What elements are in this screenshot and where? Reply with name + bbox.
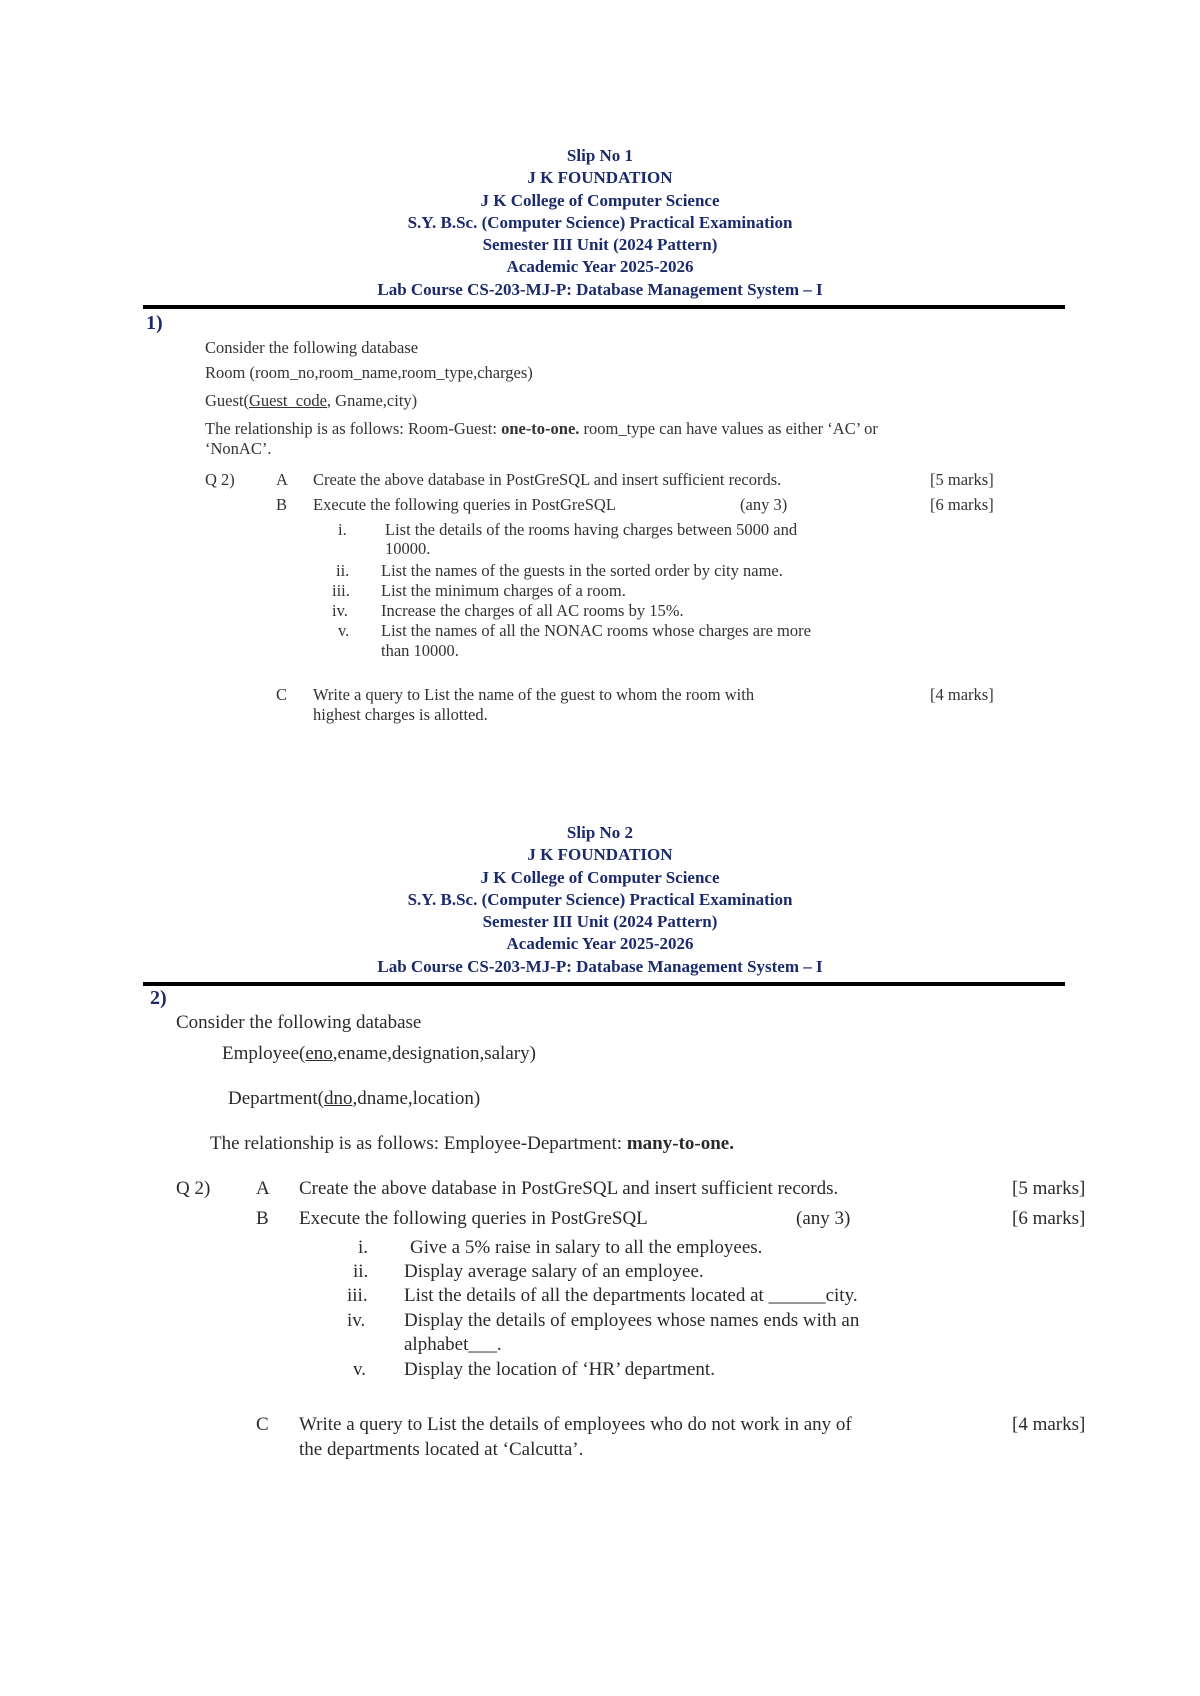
table-room-text: Room (room_no,room_name,room_type,charges) <box>205 363 533 382</box>
part-b-letter: B <box>256 1208 269 1229</box>
query-number: iii. <box>332 581 350 600</box>
table-department-prefix: Department( <box>228 1088 325 1109</box>
slip-number: Slip No 2 <box>566 823 634 842</box>
semester: Semester III Unit (2024 Pattern) <box>482 912 718 932</box>
part-c-letter: C <box>276 685 288 704</box>
part-a-marks: [5 marks] <box>930 470 994 489</box>
query-number: iii. <box>347 1285 368 1306</box>
part-a-letter: A <box>276 470 288 489</box>
part-a-text: Create the above database in PostGreSQL and insert sufficient records. <box>313 470 782 489</box>
query-text: Give a 5% raise in salary to all the employees. <box>410 1237 763 1258</box>
table-guest-key: Guest_code <box>249 391 327 410</box>
relationship-type: many-to-one. <box>626 1133 734 1154</box>
relationship-prefix: The relationship is as follows: Employee-Department: <box>210 1133 627 1154</box>
part-b-note: (any 3) <box>796 1208 851 1229</box>
query-number: i. <box>338 520 347 539</box>
course-title: Lab Course CS-203-MJ-P: Database Management System – I <box>377 956 823 976</box>
part-a-letter: A <box>256 1178 270 1199</box>
part-b-letter: B <box>276 495 288 514</box>
college-name: J K College of Computer Science <box>480 867 720 887</box>
q-label: Q 2) <box>176 1178 211 1199</box>
query-text: List the names of all the NONAC rooms whose charges are more <box>381 621 811 640</box>
relationship-text-line2: ‘NonAC’. <box>205 439 272 458</box>
question-number: 1) <box>146 312 163 334</box>
query-text-cont: alphabet___. <box>404 1334 502 1355</box>
table-guest <box>205 391 417 411</box>
part-c-letter: C <box>256 1414 269 1435</box>
table-guest-suffix: , Gname,city) <box>326 391 418 410</box>
table-employee-key: eno <box>305 1043 333 1064</box>
table-room <box>205 363 533 383</box>
query-text: Display the details of employees whose names ends with an <box>404 1310 860 1331</box>
part-a-marks: [5 marks] <box>1012 1178 1086 1199</box>
table-employee-prefix: Employee( <box>222 1043 306 1064</box>
part-c-text-cont: highest charges is allotted. <box>313 705 488 724</box>
query-text: List the details of the rooms having charges between 5000 and <box>385 520 798 539</box>
part-b-marks: [6 marks] <box>930 495 994 514</box>
query-number: v. <box>338 621 350 640</box>
query-text: Increase the charges of all AC rooms by 15%. <box>381 601 684 620</box>
query-number: ii. <box>353 1261 369 1282</box>
course-title: Lab Course CS-203-MJ-P: Database Management System – I <box>377 279 823 299</box>
query-text-cont: than 10000. <box>381 641 459 660</box>
relationship-text <box>205 419 878 439</box>
semester: Semester III Unit (2024 Pattern) <box>482 235 718 255</box>
part-a-text: Create the above database in PostGreSQL and insert sufficient records. <box>299 1178 839 1199</box>
part-c-text: Write a query to List the name of the guest to whom the room with <box>313 685 755 704</box>
foundation-name: J K FOUNDATION <box>527 168 673 188</box>
part-b-marks: [6 marks] <box>1012 1208 1086 1229</box>
query-number: iv. <box>347 1310 366 1331</box>
table-employee <box>222 1043 536 1065</box>
part-b-note: (any 3) <box>740 495 788 514</box>
slip-header <box>0 822 1200 978</box>
part-c-marks: [4 marks] <box>1012 1414 1086 1435</box>
slip-2 <box>0 822 1200 1460</box>
intro-text: Consider the following database <box>205 338 419 357</box>
q-label: Q 2) <box>205 470 235 489</box>
relationship-prefix: The relationship is as follows: Room-Guest: <box>205 419 502 438</box>
query-text: List the names of the guests in the sorted order by city name. <box>381 561 783 580</box>
part-c-marks: [4 marks] <box>930 685 994 704</box>
relationship-text <box>210 1133 734 1155</box>
exam-title: S.Y. B.Sc. (Computer Science) Practical Examination <box>407 889 793 909</box>
relationship-suffix: room_type can have values as either ‘AC’ or <box>579 419 878 438</box>
header-divider <box>143 982 1065 986</box>
question-number: 2) <box>150 987 167 1009</box>
exam-title: S.Y. B.Sc. (Computer Science) Practical Examination <box>407 212 793 232</box>
table-guest-prefix: Guest( <box>205 391 249 410</box>
part-c-text: Write a query to List the details of employees who do not work in any of <box>299 1414 852 1435</box>
query-text: List the minimum charges of a room. <box>381 581 626 600</box>
intro-text: Consider the following database <box>176 1012 422 1033</box>
query-number: ii. <box>336 561 350 580</box>
query-number: v. <box>353 1359 367 1380</box>
query-text: List the details of all the departments located at ______city. <box>404 1285 858 1306</box>
academic-year: Academic Year 2025-2026 <box>506 257 694 277</box>
academic-year: Academic Year 2025-2026 <box>506 934 694 954</box>
slip-1 <box>0 145 1200 724</box>
query-number: iv. <box>332 601 348 620</box>
foundation-name: J K FOUNDATION <box>527 845 673 865</box>
part-b-text: Execute the following queries in PostGreSQL <box>313 495 616 514</box>
query-text: Display average salary of an employee. <box>404 1261 704 1282</box>
part-c-text-cont: the departments located at ‘Calcutta’. <box>299 1439 584 1460</box>
table-department <box>228 1088 480 1110</box>
query-number: i. <box>358 1237 369 1258</box>
slip-header <box>0 145 1200 301</box>
slip-number: Slip No 1 <box>566 146 634 165</box>
header-divider <box>143 305 1065 309</box>
table-employee-suffix: ,ename,designation,salary) <box>332 1043 536 1064</box>
query-text: Display the location of ‘HR’ department. <box>404 1359 715 1380</box>
table-department-suffix: ,dname,location) <box>352 1088 481 1109</box>
college-name: J K College of Computer Science <box>480 190 720 210</box>
part-b-text: Execute the following queries in PostGreSQL <box>299 1208 648 1229</box>
relationship-type: one-to-one. <box>501 419 580 438</box>
query-text-cont: 10000. <box>385 539 431 558</box>
table-department-key: dno <box>324 1088 353 1109</box>
